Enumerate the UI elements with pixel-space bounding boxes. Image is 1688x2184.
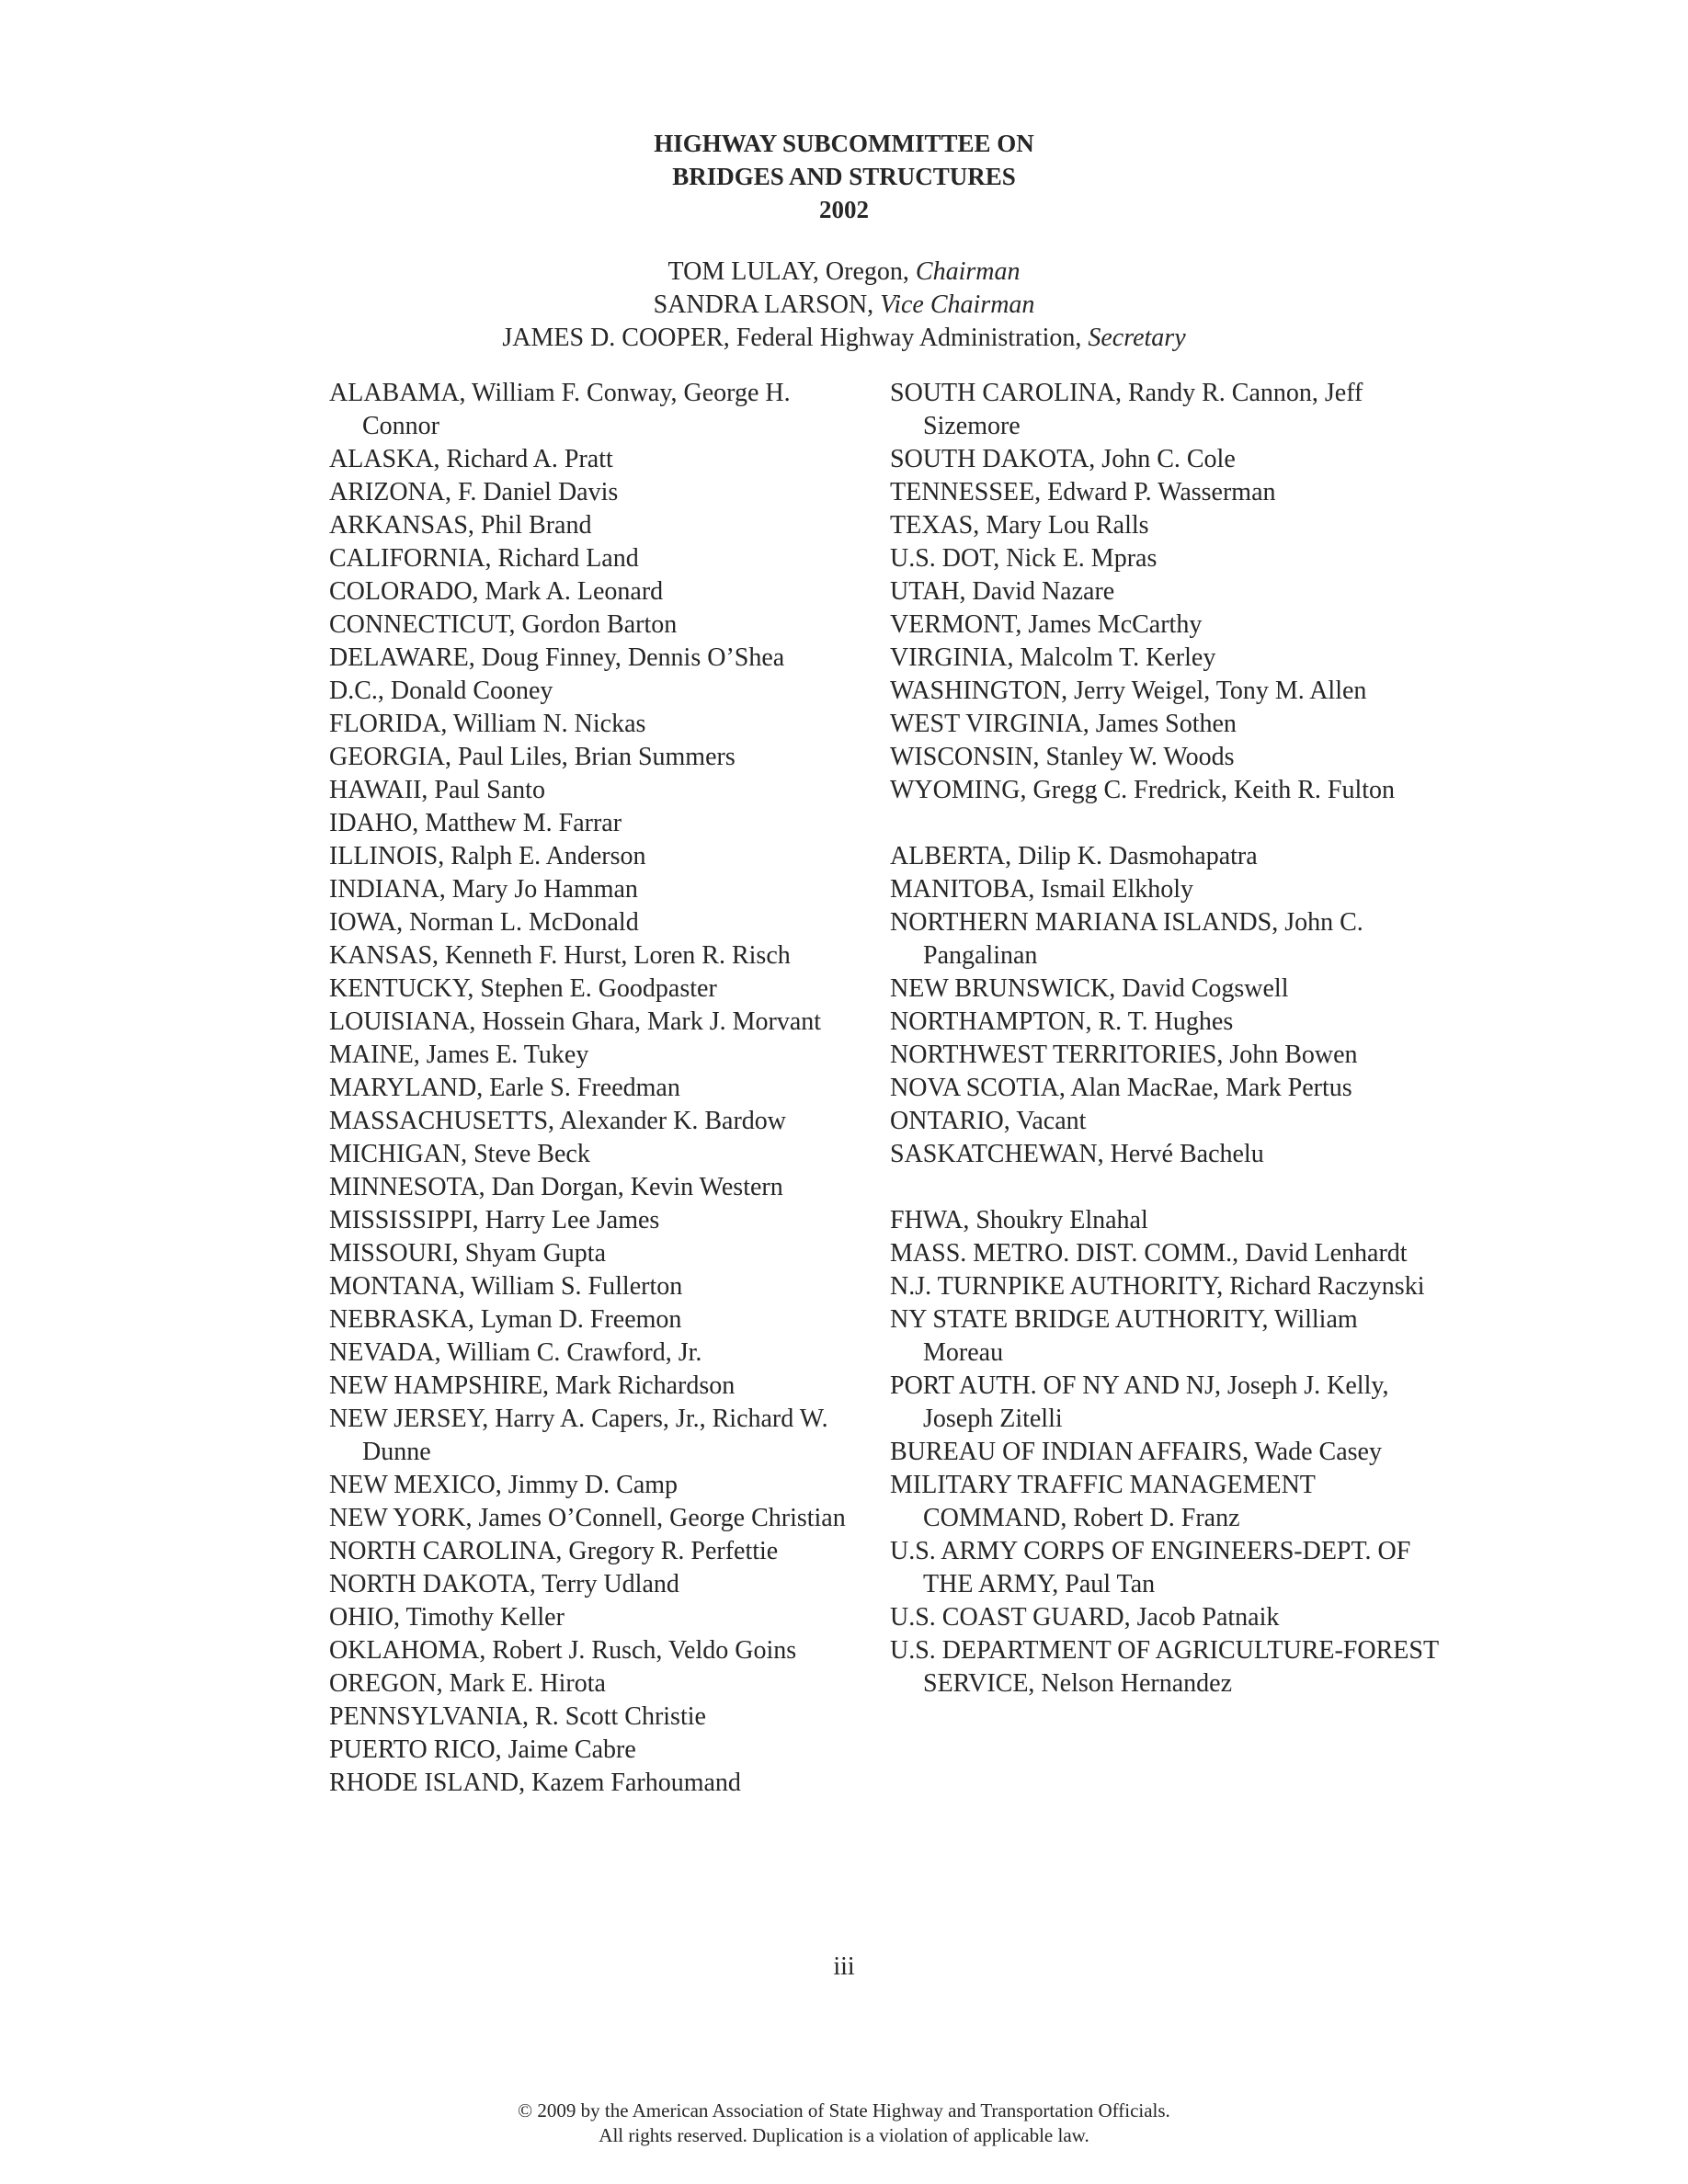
member-entry: VERMONT, James McCarthy [890, 610, 1203, 639]
member-entry: U.S. COAST GUARD, Jacob Patnaik [890, 1603, 1280, 1632]
section-spacer [890, 1171, 1442, 1204]
member-entry: WASHINGTON, Jerry Weigel, Tony M. Allen [890, 677, 1367, 705]
member-entry: WEST VIRGINIA, James Sothen [890, 710, 1237, 738]
section-spacer [890, 807, 1442, 840]
member-entry: NEW BRUNSWICK, David Cogswell [890, 974, 1289, 1003]
member-entry: NEW YORK, James O’Connell, George Christian [329, 1504, 846, 1532]
member-entry: LOUISIANA, Hossein Ghara, Mark J. Morvant [329, 1007, 822, 1036]
copyright-line-2: All rights reserved. Duplication is a violation of applicable law. [599, 2124, 1089, 2146]
member-entry: TEXAS, Mary Lou Ralls [890, 511, 1149, 540]
officer-secretary [0, 322, 1688, 355]
member-entry: MISSOURI, Shyam Gupta [329, 1239, 607, 1268]
member-entry: ARKANSAS, Phil Brand [329, 511, 592, 540]
member-entry: NEW JERSEY, Harry A. Capers, Jr., Richard W. Dunne [329, 1405, 828, 1466]
member-entry: ILLINOIS, Ralph E. Anderson [329, 842, 646, 870]
member-entry: FHWA, Shoukry Elnahal [890, 1206, 1148, 1234]
officer-name: SANDRA LARSON, [653, 290, 881, 319]
member-entry: NEVADA, William C. Crawford, Jr. [329, 1338, 702, 1367]
member-entry: D.C., Donald Cooney [329, 677, 553, 705]
member-entry: UTAH, David Nazare [890, 577, 1115, 606]
member-entry: OKLAHOMA, Robert J. Rusch, Veldo Goins [329, 1636, 797, 1665]
member-entry: PORT AUTH. OF NY AND NJ, Joseph J. Kelly, Joseph Zitelli [890, 1371, 1389, 1433]
member-entry: NORTH CAROLINA, Gregory R. Perfettie [329, 1537, 779, 1565]
member-entry: WYOMING, Gregg C. Fredrick, Keith R. Fulton [890, 776, 1396, 804]
member-entry: COLORADO, Mark A. Leonard [329, 577, 664, 606]
officer-name: JAMES D. COOPER, Federal Highway Administration, [502, 324, 1089, 352]
member-entry: DELAWARE, Doug Finney, Dennis O’Shea [329, 643, 785, 672]
officer-vice-chairman [0, 289, 1688, 322]
member-entry: MISSISSIPPI, Harry Lee James [329, 1206, 660, 1234]
member-entry: MICHIGAN, Steve Beck [329, 1140, 590, 1168]
member-entry: ONTARIO, Vacant [890, 1107, 1087, 1135]
heading-line-1: HIGHWAY SUBCOMMITTEE ON [654, 130, 1034, 157]
member-entry: RHODE ISLAND, Kazem Farhoumand [329, 1769, 741, 1797]
member-entry: NORTHAMPTON, R. T. Hughes [890, 1007, 1234, 1036]
member-entry: CONNECTICUT, Gordon Barton [329, 610, 678, 639]
member-entry: MANITOBA, Ismail Elkholy [890, 875, 1194, 904]
member-entry: ALASKA, Richard A. Pratt [329, 445, 613, 473]
member-entry: NORTH DAKOTA, Terry Udland [329, 1570, 679, 1598]
member-list-right-column [890, 377, 1442, 1701]
member-entry: OHIO, Timothy Keller [329, 1603, 565, 1632]
member-entry: MASS. METRO. DIST. COMM., David Lenhardt [890, 1239, 1408, 1268]
copyright-notice [0, 2099, 1688, 2148]
member-entry: NEW MEXICO, Jimmy D. Camp [329, 1471, 679, 1499]
member-entry: SOUTH CAROLINA, Randy R. Cannon, Jeff Sizemore [890, 379, 1363, 440]
member-entry: KENTUCKY, Stephen E. Goodpaster [329, 974, 717, 1003]
member-entry: CALIFORNIA, Richard Land [329, 544, 639, 573]
member-entry: N.J. TURNPIKE AUTHORITY, Richard Raczynski [890, 1272, 1425, 1301]
member-entry: IDAHO, Matthew M. Farrar [329, 809, 622, 837]
member-entry: HAWAII, Paul Santo [329, 776, 545, 804]
member-entry: WISCONSIN, Stanley W. Woods [890, 743, 1235, 771]
member-entry: SOUTH DAKOTA, John C. Cole [890, 445, 1236, 473]
member-entry: TENNESSEE, Edward P. Wasserman [890, 478, 1276, 506]
member-entry: MINNESOTA, Dan Dorgan, Kevin Western [329, 1173, 783, 1201]
officer-name: TOM LULAY, Oregon, [667, 257, 916, 286]
member-entry: MONTANA, William S. Fullerton [329, 1272, 683, 1301]
member-entry: NEW HAMPSHIRE, Mark Richardson [329, 1371, 736, 1400]
member-entry: PENNSYLVANIA, R. Scott Christie [329, 1702, 706, 1731]
copyright-line-1: © 2009 by the American Association of State Highway and Transportation Officials. [518, 2099, 1170, 2121]
member-entry: ALBERTA, Dilip K. Dasmohapatra [890, 842, 1258, 870]
member-entry: VIRGINIA, Malcolm T. Kerley [890, 643, 1216, 672]
member-entry: NORTHERN MARIANA ISLANDS, John C. Pangalinan [890, 908, 1363, 970]
member-entry: MILITARY TRAFFIC MANAGEMENT COMMAND, Robert D. Franz [890, 1471, 1316, 1532]
officer-role: Vice Chairman [880, 290, 1035, 319]
member-entry: KANSAS, Kenneth F. Hurst, Loren R. Risch [329, 941, 791, 970]
member-entry: MAINE, James E. Tukey [329, 1041, 589, 1069]
member-entry: OREGON, Mark E. Hirota [329, 1669, 606, 1698]
member-entry: NORTHWEST TERRITORIES, John Bowen [890, 1041, 1358, 1069]
member-entry: BUREAU OF INDIAN AFFAIRS, Wade Casey [890, 1438, 1382, 1466]
member-entry: INDIANA, Mary Jo Hamman [329, 875, 638, 904]
member-list-left-column [329, 377, 872, 1800]
member-entry: NOVA SCOTIA, Alan MacRae, Mark Pertus [890, 1074, 1352, 1102]
member-entry: PUERTO RICO, Jaime Cabre [329, 1735, 636, 1764]
member-entry: SASKATCHEWAN, Hervé Bachelu [890, 1140, 1264, 1168]
member-entry: U.S. DEPARTMENT OF AGRICULTURE-FOREST SERVICE, Nelson Hernandez [890, 1636, 1439, 1698]
member-entry: NEBRASKA, Lyman D. Freemon [329, 1305, 682, 1334]
member-entry: U.S. ARMY CORPS OF ENGINEERS-DEPT. OF THE ARMY, Paul Tan [890, 1537, 1411, 1598]
member-entry: ARIZONA, F. Daniel Davis [329, 478, 619, 506]
officer-chairman [0, 256, 1688, 289]
member-entry: ALABAMA, William F. Conway, George H. Connor [329, 379, 791, 440]
officer-role: Chairman [915, 257, 1021, 286]
member-entry: MARYLAND, Earle S. Freedman [329, 1074, 680, 1102]
officers-block [0, 256, 1688, 355]
member-entry: MASSACHUSETTS, Alexander K. Bardow [329, 1107, 786, 1135]
member-entry: U.S. DOT, Nick E. Mpras [890, 544, 1158, 573]
heading-line-2: BRIDGES AND STRUCTURES [672, 163, 1016, 190]
member-entry: GEORGIA, Paul Liles, Brian Summers [329, 743, 736, 771]
heading-year: 2002 [819, 196, 869, 223]
page-number: iii [833, 1952, 855, 1981]
member-entry: IOWA, Norman L. McDonald [329, 908, 639, 937]
committee-heading [0, 127, 1688, 226]
member-entry: NY STATE BRIDGE AUTHORITY, William Moreau [890, 1305, 1358, 1367]
officer-role: Secretary [1088, 324, 1186, 352]
member-entry: FLORIDA, William N. Nickas [329, 710, 646, 738]
